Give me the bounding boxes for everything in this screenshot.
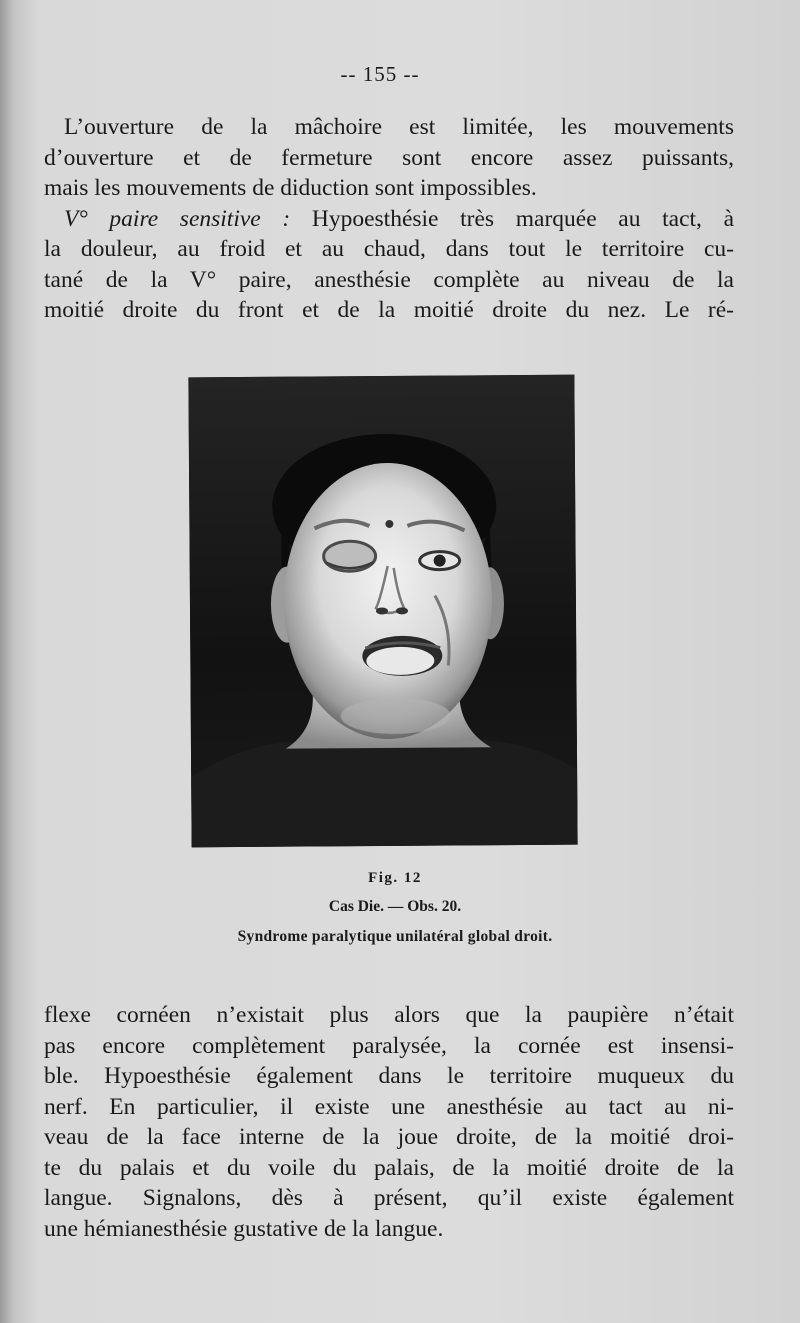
text-line: tané de la V° paire, anesthésie complète au niveau de la <box>44 266 734 293</box>
top-text-block <box>44 112 734 326</box>
section-lead: V° paire sensitive : <box>64 205 291 232</box>
text-line: L’ouverture de la mâchoire est limitée, les mouvements <box>64 114 734 140</box>
text-line: flexe cornéen n’existait plus alors que la paupière n’était <box>44 1002 734 1028</box>
text-line: moitié droite du front et de la moitié droite du nez. Le ré- <box>44 297 734 323</box>
text-line: te du palais et du voile du palais, de la moitié droite de la <box>44 1154 734 1181</box>
text-line: nerf. En particulier, il existe une anesthésie au tact au ni- <box>44 1093 734 1120</box>
text-line: ble. Hypoesthésie également dans le territoire muqueux du <box>44 1063 734 1089</box>
text-line <box>44 204 734 235</box>
text-line: une hémianesthésie gustative de la langue. <box>44 1215 444 1242</box>
text-line: mais les mouvements de diduction sont impossibles. <box>44 175 537 201</box>
text-line: pas encore complètement paralysée, la cornée est insensi- <box>44 1032 734 1059</box>
figure-caption: Syndrome paralytique unilatéral global droit. <box>237 928 553 945</box>
figure-case: Cas Die. — Obs. 20. <box>328 898 462 915</box>
page-number: -- 155 -- <box>340 62 420 86</box>
text-line: la douleur, au froid et au chaud, dans tout le territoire cu- <box>44 236 734 262</box>
patient-photograph <box>188 375 577 848</box>
photo-illustration <box>188 375 577 848</box>
section-lead-text: Hypoesthésie très marquée au tact, à <box>290 205 735 232</box>
text-line: veau de la face interne de la joue droite, de la moitié droi- <box>44 1124 734 1150</box>
bottom-text-block <box>44 1000 734 1244</box>
figure-label: Fig. 12 <box>368 870 422 886</box>
text-line: d’ouverture et de fermeture sont encore assez puissants, <box>44 144 734 171</box>
text-line: langue. Signalons, dès à présent, qu’il existe également <box>44 1185 734 1211</box>
